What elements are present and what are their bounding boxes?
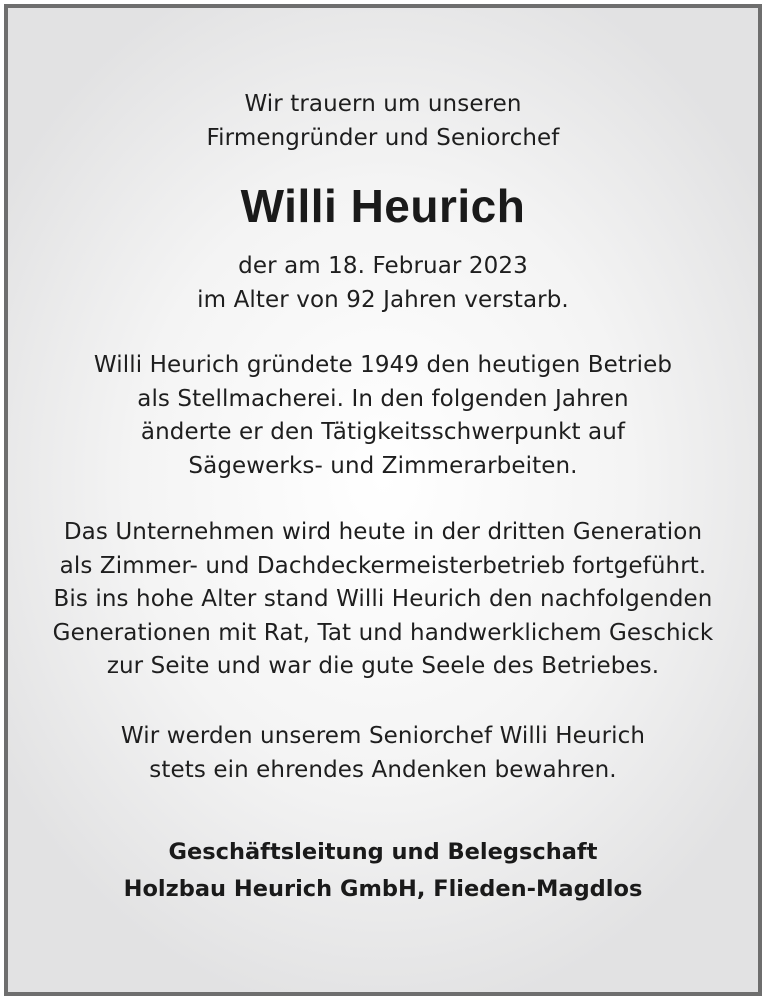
intro-line: Firmengründer und Seniorchef xyxy=(206,124,560,151)
death-date-line: der am 18. Februar 2023 xyxy=(238,253,528,279)
paragraph-line: Sägewerks- und Zimmerarbeiten. xyxy=(188,452,578,479)
paragraph-line: als Stellmacherei. In den folgenden Jahren xyxy=(137,385,629,412)
paragraph-line: änderte er den Tätigkeitsschwerpunkt auf xyxy=(140,419,626,445)
obituary-content xyxy=(8,8,758,992)
signature-block xyxy=(8,834,758,908)
name-block xyxy=(8,178,758,234)
death-block xyxy=(8,250,758,317)
paragraph-history xyxy=(8,349,758,483)
paragraph-remembrance xyxy=(8,720,758,787)
deceased-name: Willi Heurich xyxy=(240,180,526,232)
paragraph-line: Generationen mit Rat, Tat und handwerklichem Geschick xyxy=(52,619,714,646)
intro-block xyxy=(8,88,758,155)
paragraph-line: zur Seite und war die gute Seele des Betriebes. xyxy=(106,653,660,679)
signature-line: Geschäftsleitung und Belegschaft xyxy=(168,839,598,865)
paragraph-line: stets ein ehrendes Andenken bewahren. xyxy=(149,756,617,783)
paragraph-line: Willi Heurich gründete 1949 den heutigen Betrieb xyxy=(93,352,673,378)
paragraph-line: Bis ins hohe Alter stand Willi Heurich den nachfolgenden xyxy=(53,586,713,612)
paragraph-line: Wir werden unserem Seniorchef Willi Heurich xyxy=(120,723,646,749)
intro-line: Wir trauern um unseren xyxy=(244,91,522,117)
death-age-line: im Alter von 92 Jahren verstarb. xyxy=(197,286,569,313)
obituary-frame xyxy=(4,4,762,996)
paragraph-company xyxy=(8,516,758,684)
paragraph-line: Das Unternehmen wird heute in der dritten Generation xyxy=(63,519,703,545)
company-line: Holzbau Heurich GmbH, Flieden-Magdlos xyxy=(123,876,643,902)
paragraph-line: als Zimmer- und Dachdeckermeisterbetrieb fortgeführt. xyxy=(59,552,707,579)
